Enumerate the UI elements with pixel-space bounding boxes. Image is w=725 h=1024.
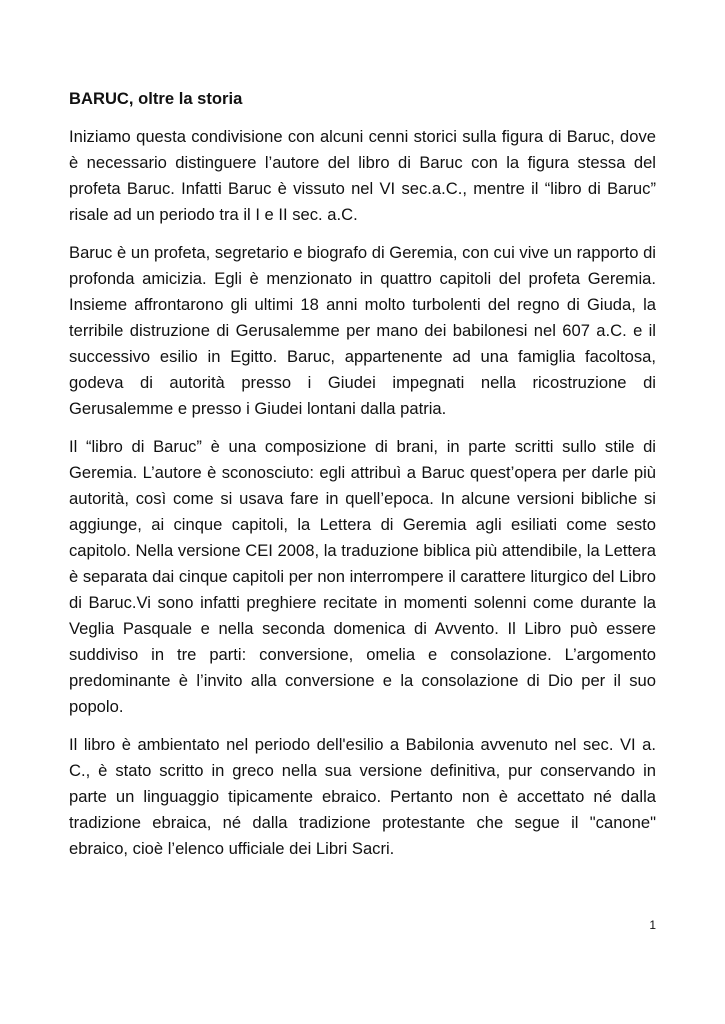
document-body xyxy=(69,86,656,874)
paragraph-1: Iniziamo questa condivisione con alcuni cenni storici sulla figura di Baruc, dove è necessario distinguere l’autore del libro di Baruc con la figura stessa del profeta Baruc. Infatti Baruc è vissuto nel VI sec.a.C., mentre il “libro di Baruc” risale ad un periodo tra il I e II sec. a.C. xyxy=(69,127,656,224)
paragraph-4: Il libro è ambientato nel periodo dell'esilio a Babilonia avvenuto nel sec. VI a. C., è stato scritto in greco nella sua versione definitiva, pur conservando in parte un linguaggio tipicamente ebraico. Pertanto non è accettato né dalla tradizione ebraica, né dalla tradizione protestante che segue il "canone" ebraico, cioè l’elenco ufficiale dei Libri Sacri. xyxy=(69,735,656,858)
paragraph-3: Il “libro di Baruc” è una composizione di brani, in parte scritti sullo stile di Geremia. L’autore è sconosciuto: egli attribuì a Baruc quest’opera per darle più autorità, così come si usava fare in quell’epoca. In alcune versioni bibliche si aggiunge, ai cinque capitoli, la Lettera di Geremia agli esiliati come sesto capitolo. Nella versione CEI 2008, la traduzione biblica più attendibile, la Lettera è separata dai cinque capitoli per non interrompere il carattere liturgico del Libro di Baruc.Vi sono infatti preghiere recitate in momenti solenni come durante la Veglia Pasquale e nella seconda domenica di Avvento. Il Libro può essere suddiviso in tre parti: conversione, omelia e consolazione. L’argomento predominante è l’invito alla conversione e la consolazione di Dio per il suo popolo. xyxy=(69,437,656,716)
document-title: BARUC, oltre la storia xyxy=(69,89,243,108)
page-number: 1 xyxy=(649,918,656,932)
paragraph-2: Baruc è un profeta, segretario e biografo di Geremia, con cui vive un rapporto di profonda amicizia. Egli è menzionato in quattro capitoli del profeta Geremia. Insieme affrontarono gli ultimi 18 anni molto turbolenti del regno di Giuda, la terribile distruzione di Gerusalemme per mano dei babilonesi nel 607 a.C. e il successivo esilio in Egitto. Baruc, appartenente ad una famiglia facoltosa, godeva di autorità presso i Giudei impegnati nella ricostruzione di Gerusalemme e presso i Giudei lontani dalla patria. xyxy=(69,243,656,418)
